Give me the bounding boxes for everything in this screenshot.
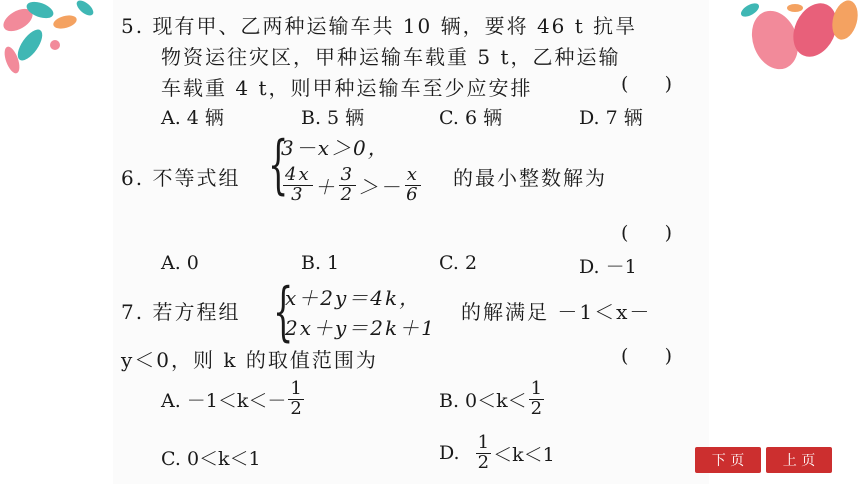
q7-option-d-num: 1 <box>477 432 490 453</box>
q7-option-d-den: 2 <box>477 451 490 473</box>
q6-option-b: B. 1 <box>301 252 340 274</box>
q7-option-a-den: 2 <box>290 397 302 419</box>
q6-inequality-2 <box>281 166 424 205</box>
q6-answer-paren: ( ) <box>621 222 673 244</box>
q5-option-b: B. 5 辆 <box>301 107 365 129</box>
q6-plus: ＋ <box>314 174 337 199</box>
q5-answer-paren: ( ) <box>621 73 673 95</box>
q7-equation-1: x＋2y＝4k， <box>285 286 422 310</box>
q6-frac2-den: 2 <box>340 183 355 205</box>
q7-option-b-den: 2 <box>530 397 543 419</box>
q5-line-2: 物资运往灾区，甲种运输车载重 5 t，乙种运输 <box>161 45 621 69</box>
q6-frac3-den: 6 <box>406 183 420 205</box>
problem-page <box>113 0 709 484</box>
q7-option-c: C. 0＜k＜1 <box>161 448 261 470</box>
q5-line-1: 5. 现有甲、乙两种运输车共 10 辆，要将 46 t 抗旱 <box>121 14 638 38</box>
next-page-button[interactable]: 下 页 <box>695 447 761 473</box>
q7-system-brace: { <box>273 275 294 349</box>
q6-stem: 6. 不等式组 <box>121 166 241 190</box>
q7-option-d-label: D. <box>439 442 460 465</box>
q6-frac2-num: 3 <box>340 164 355 185</box>
q6-option-a: A. 0 <box>161 252 199 274</box>
q5-option-c: C. 6 辆 <box>439 107 503 129</box>
q6-tail: 的最小整数解为 <box>453 166 607 190</box>
q6-greater-minus: ＞－ <box>358 174 403 199</box>
q7-option-d <box>439 434 555 473</box>
q7-stem: 7. 若方程组 <box>121 300 241 324</box>
q6-frac3-num: x <box>406 164 419 185</box>
q7-answer-paren: ( ) <box>621 345 673 367</box>
q6-system-brace: { <box>268 128 289 202</box>
q5-option-d: D. 7 辆 <box>579 107 643 129</box>
q6-frac1-den: 3 <box>291 183 305 205</box>
q7-option-a-num: 1 <box>290 378 302 399</box>
floral-decoration-left <box>0 0 112 110</box>
q6-frac1-num: 4x <box>285 164 311 185</box>
q7-option-b-prefix: B. 0＜k＜ <box>439 389 527 412</box>
q6-inequality-1: 3－x＞0， <box>281 136 390 160</box>
prev-page-button[interactable]: 上 页 <box>766 447 832 473</box>
q7-option-b <box>439 380 546 419</box>
q5-option-a: A. 4 辆 <box>161 107 224 129</box>
q7-line-2: y＜0，则 k 的取值范围为 <box>121 348 378 372</box>
q7-option-a-prefix: A. －1＜k＜－ <box>161 389 287 412</box>
floral-decoration-right <box>735 0 860 80</box>
q5-line-3: 车载重 4 t，则甲种运输车至少应安排 <box>161 76 533 100</box>
q6-option-c: C. 2 <box>439 252 478 274</box>
q7-option-d-suffix: ＜k＜1 <box>493 443 555 466</box>
q6-option-d: D. －1 <box>579 256 637 278</box>
q7-equation-2: 2x＋y＝2k＋1 <box>285 316 436 340</box>
q7-option-a <box>161 380 306 419</box>
q7-option-b-num: 1 <box>530 378 543 399</box>
q7-tail: 的解满足 －1＜x－ <box>461 300 652 324</box>
